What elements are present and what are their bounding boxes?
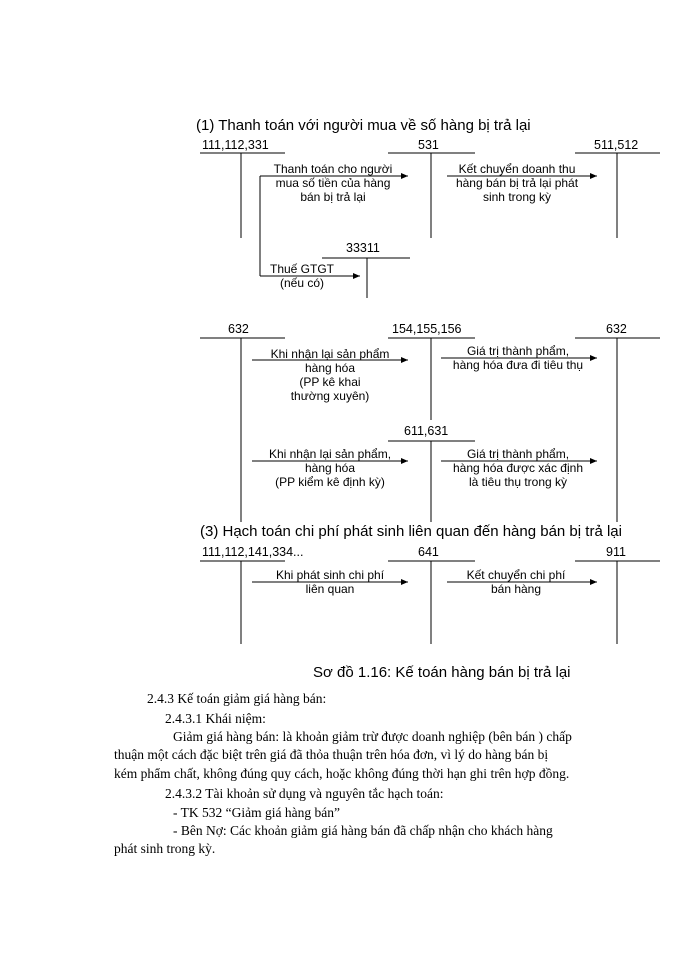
label-line: Kết chuyển chi phí [466, 568, 566, 582]
account-label: 531 [418, 138, 439, 152]
label-line: bán bị trả lại [300, 190, 366, 204]
bullet-tk532: - TK 532 “Giảm giá hàng bán” [173, 805, 340, 820]
label-line: hàng bán bị trả lại phát [455, 176, 579, 190]
label-line: (nếu có) [280, 276, 325, 290]
heading-2-4-3-1: 2.4.3.1 Khái niệm: [165, 711, 266, 726]
heading-2-4-3: 2.4.3 Kế toán giảm giá hàng bán: [147, 691, 327, 706]
label-line: liên quan [305, 582, 355, 596]
account-label: 511,512 [594, 138, 639, 152]
label-line: Giá trị thành phẩm, [466, 447, 570, 461]
paragraph-line: kém phẩm chất, không đúng quy cách, hoặc không đúng thời hạn ghi trên hợp đồng. [114, 766, 570, 781]
account-label: 33311 [346, 241, 380, 255]
arrow-label-vat [262, 262, 352, 290]
account-label: 632 [606, 322, 627, 336]
arrow-label-goods-consumed [438, 447, 598, 489]
arrow-label-receive-kkt [256, 347, 404, 403]
label-line: Khi nhận lại sản phẩm, [268, 447, 392, 461]
arrow-label-revenue-transfer [446, 162, 588, 204]
label-line: hàng hóa [304, 461, 356, 475]
label-line: thường xuyên) [290, 389, 370, 403]
label-line: (PP kê khai [299, 375, 361, 389]
paragraph-line: thuận một cách đặc biệt trên giá đã thỏa thuận trên hóa đơn, vì lý do hàng bán bị [114, 747, 549, 762]
label-line: Kết chuyển doanh thu [458, 162, 576, 176]
heading-2-4-3-2: 2.4.3.2 Tài khoản sử dụng và nguyên tắc hạch toán: [165, 786, 444, 801]
label-line: Giá trị thành phẩm, [466, 344, 570, 358]
label-line: hàng hóa [304, 361, 356, 375]
label-line: Thuế GTGT [270, 262, 335, 276]
account-label: 641 [418, 545, 439, 559]
label-line: mua số tiền của hàng [275, 176, 391, 190]
bullet-ben-no: - Bên Nợ: Các khoản giảm giá hàng bán đã chấp nhận cho khách hàng [173, 823, 553, 838]
section3-title: (3) Hạch toán chi phí phát sinh liên quan đến hàng bán bị trả lại [200, 523, 622, 540]
diagram-caption: Sơ đồ 1.16: Kế toán hàng bán bị trả lại [313, 664, 571, 681]
paragraph-line: Giảm giá hàng bán: là khoản giảm trừ được doanh nghiệp (bên bán ) chấp [173, 729, 572, 744]
label-line: (PP kiểm kê định kỳ) [275, 475, 385, 489]
account-label: 911 [606, 545, 626, 559]
label-line: Khi phát sinh chi phí [275, 568, 385, 582]
account-label: 632 [228, 322, 249, 336]
label-line: hàng hóa đưa đi tiêu thụ [452, 358, 584, 372]
account-label: 611,631 [404, 424, 449, 438]
section1-title: (1) Thanh toán với người mua về số hàng bị trả lại [196, 117, 531, 134]
arrow-label-expense [258, 568, 402, 596]
arrow-label-expense-transfer [444, 568, 588, 596]
label-line: sinh trong kỳ [482, 190, 552, 204]
arrow-label-receive-kkdk [256, 447, 404, 489]
account-label: 154,155,156 [392, 322, 462, 336]
arrow-label-goods-sold [438, 344, 598, 372]
label-line: bán hàng [490, 582, 542, 596]
label-line: là tiêu thụ trong kỳ [468, 475, 568, 489]
label-line: hàng hóa được xác định [453, 461, 583, 475]
label-line: Khi nhận lại sản phẩm [270, 347, 390, 361]
bullet-ben-no-cont: phát sinh trong kỳ. [114, 841, 216, 856]
arrow-label-payment [262, 162, 404, 204]
account-label: 111,112,141,334... [202, 545, 304, 559]
account-label: 111,112,331 [202, 138, 269, 152]
label-line: Thanh toán cho người [273, 162, 393, 176]
